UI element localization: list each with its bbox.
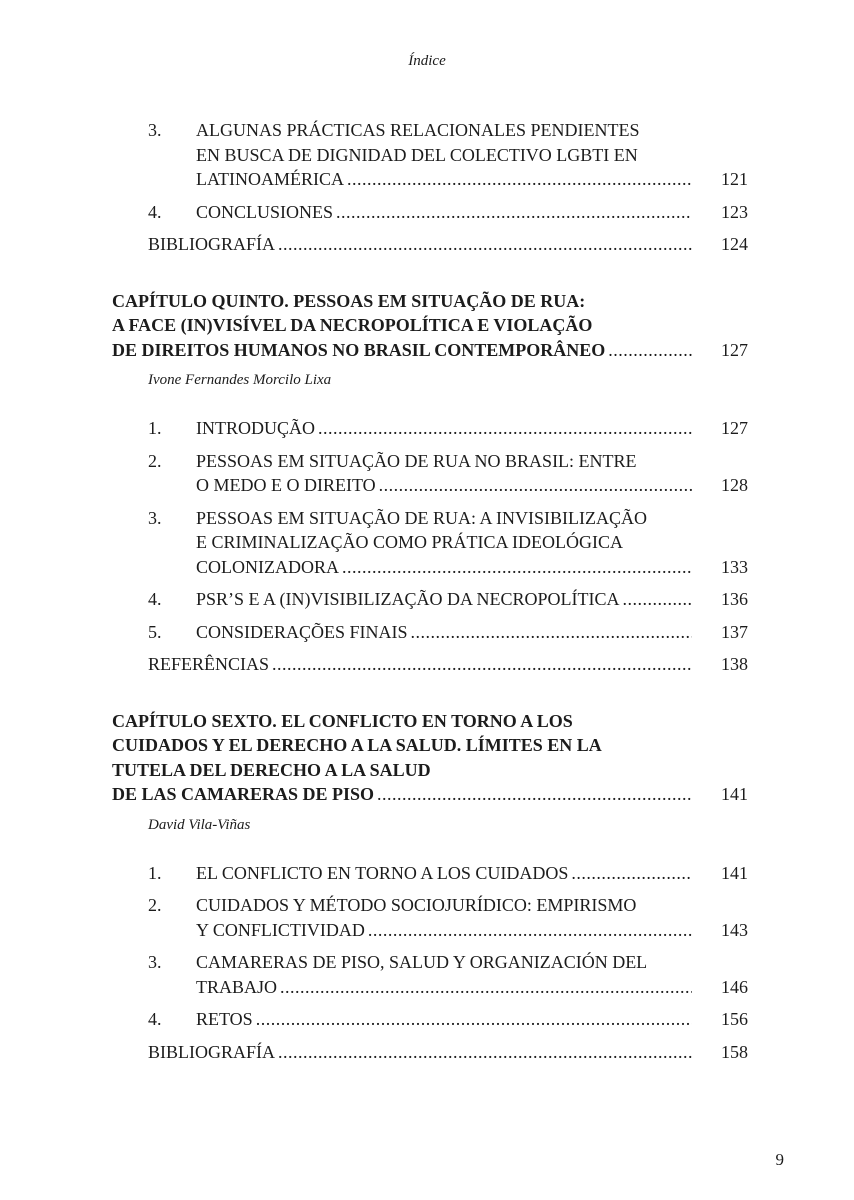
toc-entry[interactable] (148, 506, 748, 580)
chapter-page: 141 (721, 784, 748, 804)
entry-title-line: PESSOAS EM SITUAÇÃO DE RUA: A INVISIBILIZAÇÃO (196, 507, 648, 528)
dot-leader (571, 861, 692, 886)
chapter-title-line: CUIDADOS Y EL DERECHO A LA SALUD. LÍMITES EN LA (112, 735, 602, 755)
entry-page: 158 (721, 1041, 748, 1062)
running-head: Índice (408, 53, 446, 69)
entry-title-line: Y CONFLICTIVIDAD (196, 919, 365, 940)
dot-leader (377, 782, 692, 807)
entry-page: 128 (721, 475, 748, 495)
entry-number: 3. (148, 120, 162, 140)
dot-leader (280, 975, 692, 1000)
toc-entry[interactable] (148, 200, 748, 225)
entry-title-line: REFERÊNCIAS (148, 654, 270, 674)
dot-leader (256, 1007, 692, 1032)
entry-page: 136 (721, 589, 748, 609)
entry-page: 141 (721, 862, 748, 883)
table-of-contents (0, 118, 854, 1064)
toc-entry[interactable] (148, 861, 748, 886)
entry-page: 138 (721, 654, 748, 674)
entry-page: 156 (721, 1009, 748, 1029)
entry-title-line: PESSOAS EM SITUAÇÃO DE RUA NO BRASIL: ENTRE (196, 450, 637, 471)
chapter-heading[interactable] (112, 709, 748, 807)
entry-page: 121 (721, 169, 748, 189)
toc-bibliography[interactable] (148, 232, 748, 257)
entry-number: 2. (148, 450, 162, 471)
dot-leader (278, 1040, 692, 1065)
dot-leader (342, 555, 692, 580)
entry-title-line: CUIDADOS Y MÉTODO SOCIOJURÍDICO: EMPIRISMO (196, 895, 637, 915)
entry-number: 2. (148, 895, 162, 915)
dot-leader (278, 232, 692, 257)
toc-entry[interactable] (148, 118, 748, 192)
chapter-author: David Vila-Viñas (148, 816, 251, 833)
entry-page: 127 (721, 418, 748, 438)
entry-page: 133 (721, 556, 748, 577)
entry-title-line: PSR’S E A (IN)VISIBILIZAÇÃO DA NECROPOLÍTICA (196, 589, 620, 609)
toc-entry[interactable] (148, 587, 748, 612)
entry-page: 137 (721, 621, 748, 642)
toc-entry[interactable] (148, 449, 748, 498)
entry-title-line: CONSIDERAÇÕES FINAIS (196, 621, 408, 642)
chapter-title-line: CAPÍTULO SEXTO. EL CONFLICTO EN TORNO A LOS (112, 710, 573, 731)
entry-number: 5. (148, 621, 162, 642)
chapter-title-line: DE LAS CAMARERAS DE PISO (112, 784, 375, 804)
chapter-title-line: A FACE (IN)VISÍVEL DA NECROPOLÍTICA E VIOLAÇÃO (112, 315, 593, 335)
entry-number: 4. (148, 201, 162, 222)
dot-leader (272, 652, 692, 677)
toc-entry[interactable] (148, 950, 748, 999)
dot-leader (318, 416, 692, 441)
toc-entry[interactable] (148, 1007, 748, 1032)
entry-number: 1. (148, 862, 162, 883)
chapter-title-line: DE DIREITOS HUMANOS NO BRASIL CONTEMPORÂNEO (112, 339, 606, 360)
entry-number: 1. (148, 418, 162, 438)
dot-leader (623, 587, 692, 612)
chapter-heading[interactable] (112, 289, 748, 363)
entry-title-line: COLONIZADORA (196, 556, 339, 577)
toc-entry[interactable] (148, 893, 748, 942)
entry-title-line: EN BUSCA DE DIGNIDAD DEL COLECTIVO LGBTI EN (196, 144, 638, 165)
entry-number: 4. (148, 1009, 162, 1029)
dot-leader (379, 473, 692, 498)
entry-page: 123 (721, 201, 748, 222)
chapter-title-line: TUTELA DEL DERECHO A LA SALUD (112, 759, 431, 780)
entry-title-line: BIBLIOGRAFÍA (148, 1041, 276, 1062)
entry-number: 4. (148, 589, 162, 609)
entry-number: 3. (148, 952, 162, 972)
entry-title-line: RETOS (196, 1009, 253, 1029)
entry-title-line: EL CONFLICTO EN TORNO A LOS CUIDADOS (196, 862, 569, 883)
entry-page: 124 (721, 234, 748, 254)
entry-title-line: CONCLUSIONES (196, 201, 334, 222)
toc-references[interactable] (148, 652, 748, 677)
dot-leader (411, 620, 692, 645)
entry-title-line: LATINOAMÉRICA (196, 169, 344, 189)
entry-title-line: CAMARERAS DE PISO, SALUD Y ORGANIZACIÓN DEL (196, 952, 648, 972)
entry-title-line: TRABAJO (196, 976, 278, 997)
entry-title-line: ALGUNAS PRÁCTICAS RELACIONALES PENDIENTES (196, 120, 640, 140)
toc-entry[interactable] (148, 416, 748, 441)
entry-page: 146 (721, 976, 748, 997)
entry-title-line: BIBLIOGRAFÍA (148, 234, 276, 254)
chapter-title-line: CAPÍTULO QUINTO. PESSOAS EM SITUAÇÃO DE RUA: (112, 290, 586, 311)
page-number: 9 (775, 1150, 784, 1169)
entry-page: 143 (721, 919, 748, 940)
dot-leader (608, 338, 692, 363)
entry-title-line: O MEDO E O DIREITO (196, 475, 376, 495)
entry-number: 3. (148, 507, 162, 528)
entry-title-line: E CRIMINALIZAÇÃO COMO PRÁTICA IDEOLÓGICA (196, 532, 623, 552)
entry-title-line: INTRODUÇÃO (196, 418, 315, 438)
chapter-page: 127 (721, 339, 748, 360)
toc-bibliography[interactable] (148, 1040, 748, 1065)
chapter-author: Ivone Fernandes Morcilo Lixa (148, 372, 332, 388)
dot-leader (336, 200, 692, 225)
dot-leader (347, 167, 692, 192)
dot-leader (368, 918, 692, 943)
toc-entry[interactable] (148, 620, 748, 645)
